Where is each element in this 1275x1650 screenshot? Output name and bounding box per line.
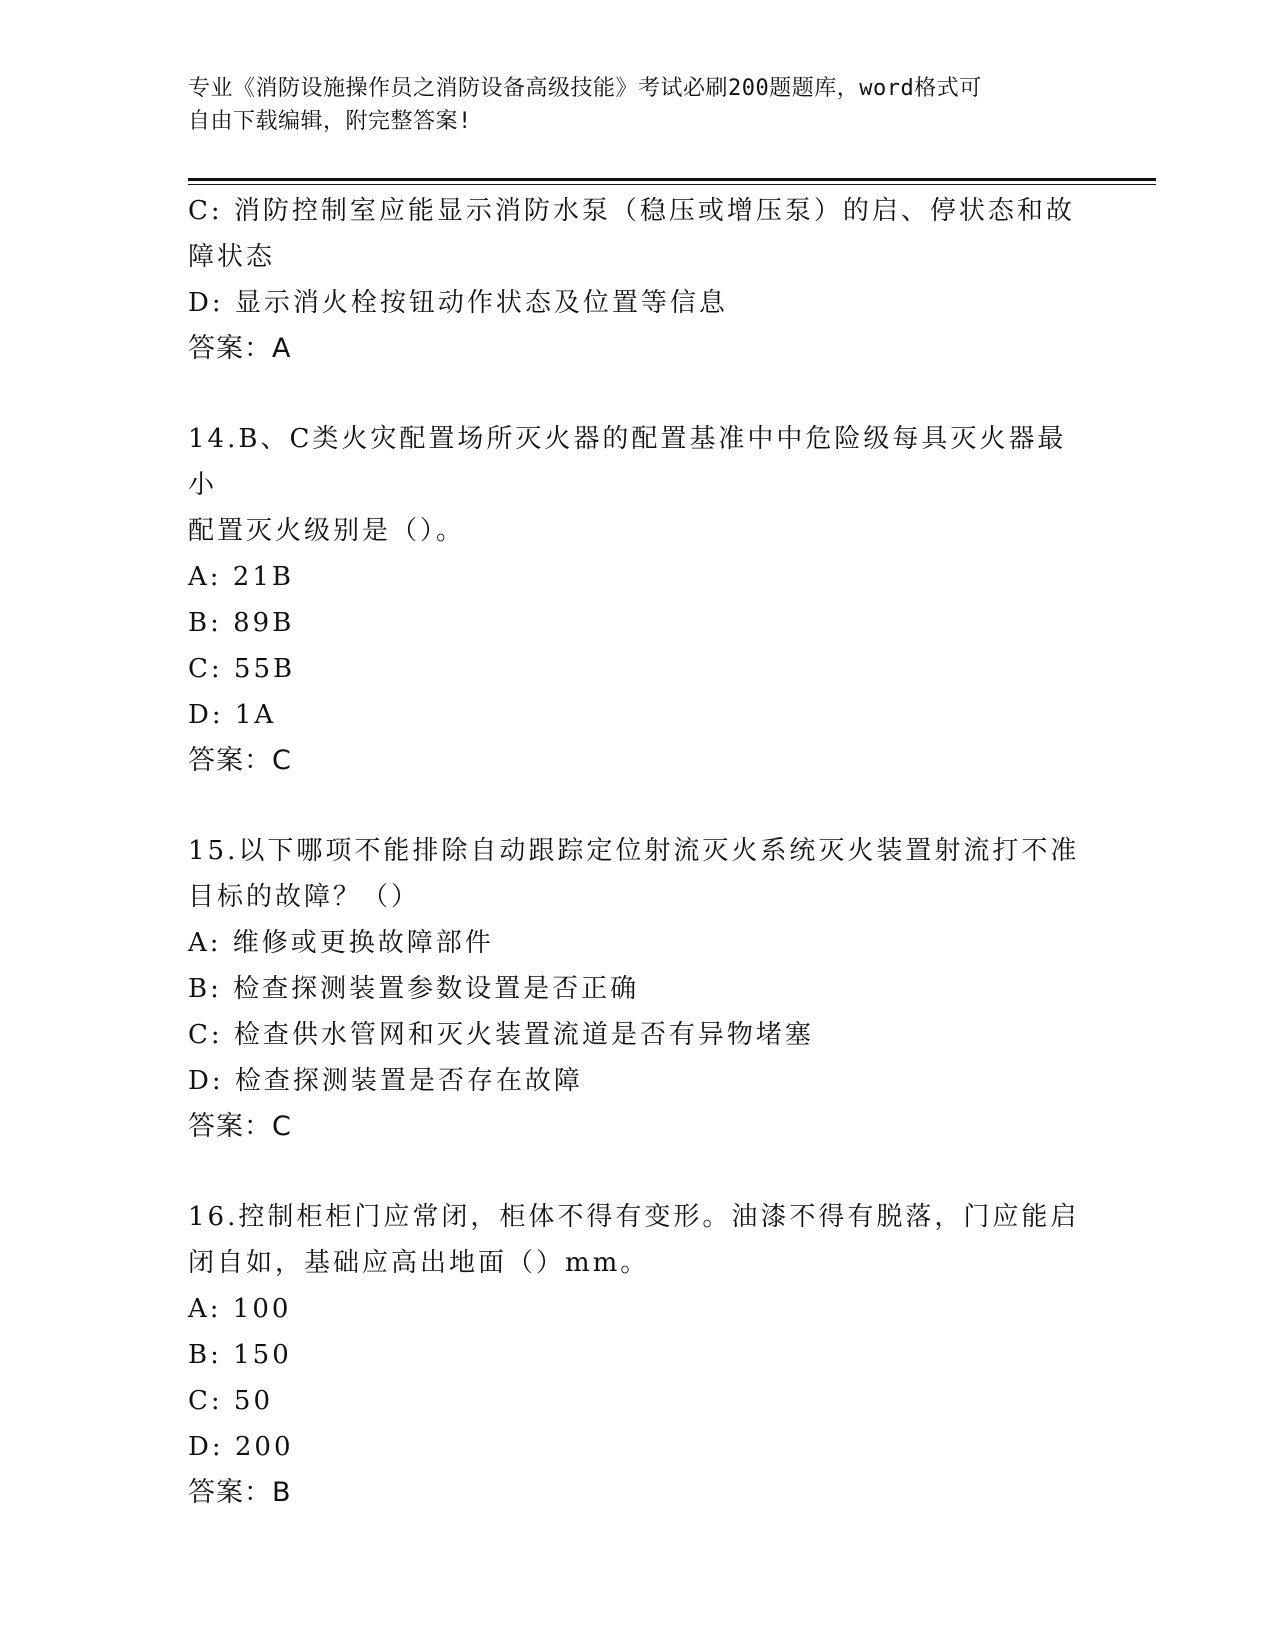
document-header [188, 72, 1068, 138]
option-c: C: 检查供水管网和灭火装置流道是否有异物堵塞 [188, 1020, 814, 1050]
option-d: D: 检查探测装置是否存在故障 [188, 1066, 583, 1096]
option-d: D: 1A [188, 700, 277, 730]
header-line-1: 专业《消防设施操作员之消防设备高级技能》考试必刷200题题库，word格式可 [188, 76, 982, 101]
option-b: B: 150 [188, 1340, 292, 1370]
option-a: A: 100 [188, 1294, 292, 1324]
option-d: D: 显示消火栓按钮动作状态及位置等信息 [188, 288, 728, 318]
option-a: A: 维修或更换故障部件 [188, 928, 494, 958]
question-title-line-1: 16.控制柜柜门应常闭，柜体不得有变形。油漆不得有脱落，门应能启 [188, 1202, 1080, 1232]
question-16 [188, 1194, 1088, 1516]
option-c: C: 50 [188, 1386, 274, 1416]
question-title-line-2: 目标的故障？（） [188, 882, 421, 912]
question-list [188, 188, 1088, 1516]
question-14 [188, 416, 1088, 784]
header-rule-thin [188, 184, 1156, 185]
header-rule-thick [188, 178, 1156, 181]
header-line-2: 自由下载编辑，附完整答案! [188, 109, 472, 134]
option-b: B: 89B [188, 608, 295, 638]
option-a: A: 21B [188, 562, 294, 592]
answer: 答案：A [188, 333, 292, 364]
answer: 答案：B [188, 1477, 292, 1508]
option-b: B: 检查探测装置参数设置是否正确 [188, 974, 640, 1004]
question-title-line-1: 15.以下哪项不能排除自动跟踪定位射流灭火系统灭火装置射流打不准 [188, 836, 1080, 866]
question-15 [188, 828, 1088, 1150]
answer: 答案：C [188, 745, 292, 776]
question-title-line-1: 14.B、C类火灾配置场所灭火器的配置基准中中危险级每具灭火器最小 [188, 424, 1067, 500]
answer: 答案：C [188, 1111, 292, 1142]
option-d: D: 200 [188, 1432, 294, 1462]
option-c-line-1: C: 消防控制室应能显示消防水泵（稳压或增压泵）的启、停状态和故 [188, 196, 1075, 226]
question-title-line-2: 闭自如，基础应高出地面（）mm。 [188, 1248, 650, 1278]
question-title-line-2: 配置灭火级别是（）。 [188, 516, 466, 546]
question-13 [188, 188, 1088, 372]
option-c: C: 55B [188, 654, 296, 684]
option-c-line-2: 障状态 [188, 242, 276, 272]
